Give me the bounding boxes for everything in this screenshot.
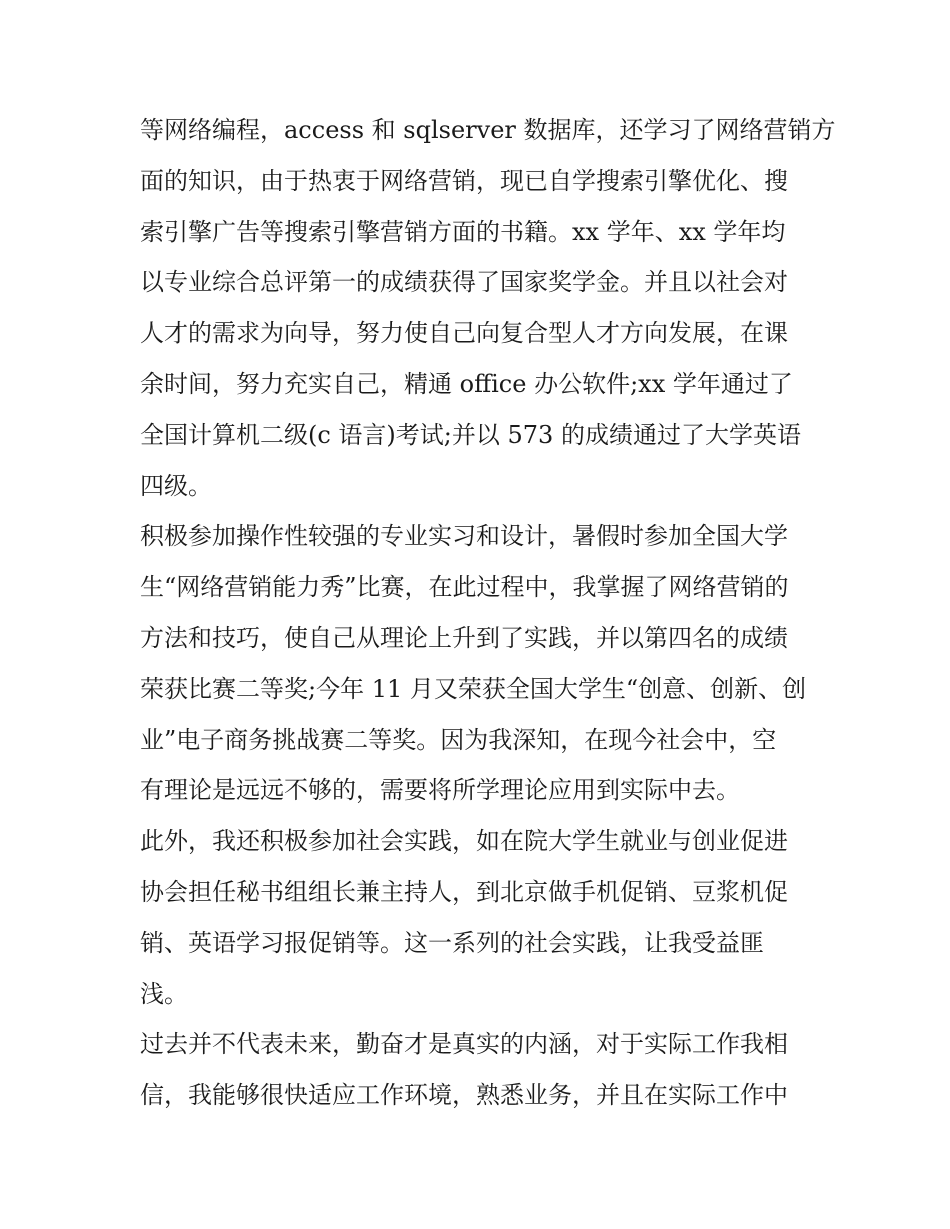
text-line: 荣获比赛二等奖;今年 11 月又荣获全国大学生“创意、创新、创 (140, 674, 807, 703)
text-line: 生“网络营销能力秀”比赛，在此过程中，我掌握了网络营销的 (140, 573, 789, 602)
text-line: 过去并不代表未来，勤奋才是真实的内涵，对于实际工作我相 (140, 1030, 788, 1059)
text-line: 面的知识，由于热衷于网络营销，现已自学搜索引擎优化、搜 (140, 166, 788, 195)
text-line: 销、英语学习报促销等。这一系列的社会实践，让我受益匪 (140, 928, 764, 957)
text-line: 以专业综合总评第一的成绩获得了国家奖学金。并且以社会对 (140, 268, 788, 297)
text-line: 协会担任秘书组组长兼主持人，到北京做手机促销、豆浆机促 (140, 877, 788, 906)
text-line: 人才的需求为向导，努力使自己向复合型人才方向发展，在课 (140, 319, 788, 348)
text-line: 四级。 (140, 471, 212, 500)
text-line: 积极参加操作性较强的专业实习和设计，暑假时参加全国大学 (140, 522, 788, 551)
text-line: 信，我能够很快适应工作环境，熟悉业务，并且在实际工作中 (140, 1081, 788, 1110)
text-line: 业”电子商务挑战赛二等奖。因为我深知，在现今社会中，空 (140, 725, 777, 754)
text-line: 余时间，努力充实自己，精通 office 办公软件;xx 学年通过了 (140, 369, 793, 398)
paragraph-practice (140, 511, 820, 816)
text-line: 此外，我还积极参加社会实践，如在院大学生就业与创业促进 (140, 827, 788, 856)
paragraph-social-practice (140, 816, 820, 1019)
paragraph-future (140, 1019, 820, 1121)
document-body (140, 105, 836, 1121)
text-line: 索引擎广告等搜索引擎营销方面的书籍。xx 学年、xx 学年均 (140, 217, 786, 246)
text-line: 浅。 (140, 979, 188, 1008)
paragraph-education (140, 105, 836, 511)
text-line: 等网络编程，access 和 sqlserver 数据库，还学习了网络营销方 (140, 116, 836, 144)
text-line: 有理论是远远不够的，需要将所学理论应用到实际中去。 (140, 776, 740, 805)
text-line: 方法和技巧，使自己从理论上升到了实践，并以第四名的成绩 (140, 623, 788, 652)
text-line: 全国计算机二级(c 语言)考试;并以 573 的成绩通过了大学英语 (140, 420, 801, 449)
